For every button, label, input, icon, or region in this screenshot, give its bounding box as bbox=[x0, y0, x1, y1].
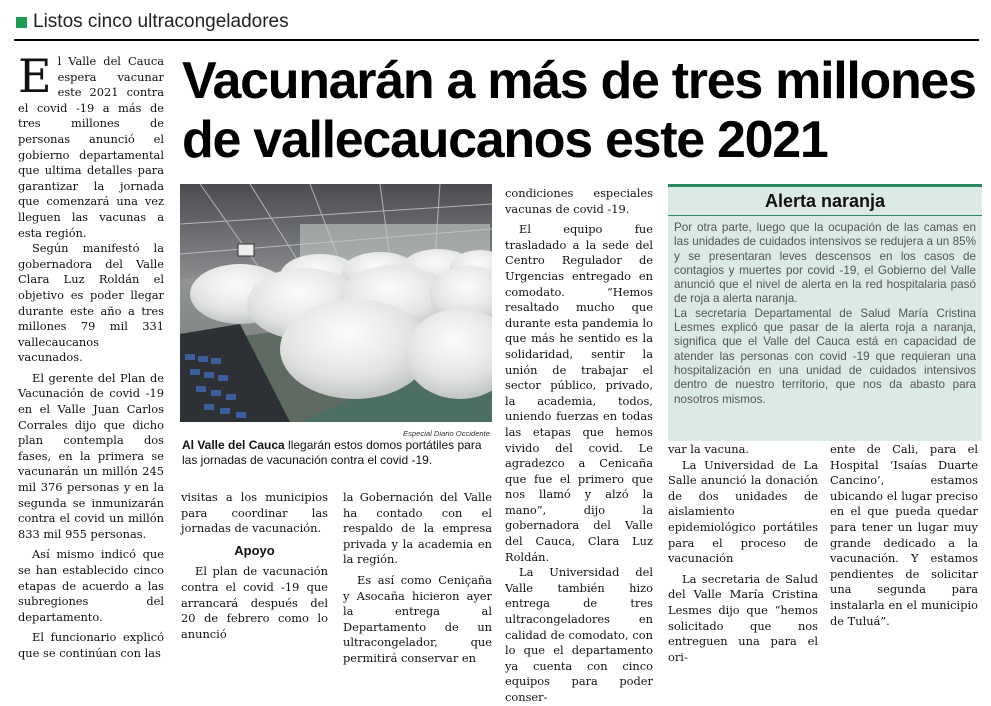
sidebar-box-alerta bbox=[668, 184, 982, 441]
photo-caption bbox=[182, 438, 492, 468]
paragraph: El equipo fue trasladado a la sede del Centro Regulador de Urgencias entregado en comodato. “Hemos resaltado mucho que durante esta pandemia lo que más he sentido es la solidaridad, sentir la unión de trabajar el sector público, privado, la academia, todos, uniendo fuerzas en todas las etapas que hemos vivido del covid. Le agradezco a Cenicaña que fue el primero que nos llamó y alzó la mano”, dijo la gobernadora del Valle del Cauca, Clara Luz Roldán. bbox=[505, 222, 653, 564]
paragraph: El funcionario explicó que se continúan con las bbox=[18, 630, 164, 660]
caption-text: llegarán estos domos portátiles para las jornadas de vacunación contra el covid -19. bbox=[182, 438, 482, 467]
box-title: Alerta naranja bbox=[764, 191, 886, 211]
paragraph: Es así como Ceniçaña y Asocaña hicieron ayer la entrega al Departamento de un ultracongelador, que permitirá conservar en bbox=[343, 572, 492, 665]
article-column-5 bbox=[668, 442, 818, 665]
box-body bbox=[674, 221, 976, 407]
paragraph: condiciones especiales vacunas de covid -19. bbox=[505, 186, 653, 216]
paragraph: La Universidad del Valle también hizo entrega de tres ultracongeladores en calidad de comodato, con lo que el departamento ya cuenta con cinco equipos para poder conser- bbox=[505, 565, 653, 704]
section-kicker bbox=[16, 8, 289, 36]
paragraph: El plan de vacunación contra el covid -19 que arrancará después del 20 de febrero como lo anunció bbox=[181, 564, 328, 641]
headline bbox=[182, 52, 982, 170]
section-label: Listos cinco ultracongeladores bbox=[33, 11, 289, 32]
drop-cap: E bbox=[18, 49, 52, 103]
paragraph: La Universidad de La Salle anunció la donación de dos unidades de aislamiento epidemiológico portátiles para el proceso de vacunación bbox=[668, 457, 818, 566]
paragraph: Según manifestó la gobernadora del Valle Clara Luz Roldán el objetivo es poder llegar durante este año a tres millones 79 mil 331 vallecaucanos vacunados. bbox=[18, 241, 164, 365]
paragraph: la Gobernación del Valle ha contado con el respaldo de la empresa privada y la academia en la región. bbox=[343, 490, 492, 567]
headline-line-2: de vallecaucanos este 2021 bbox=[182, 111, 828, 169]
box-paragraph: Por otra parte, luego que la ocupación de las camas en las unidades de cuidados intensivos se redujera a un 85% y se presentaran leves descensos en los casos de contagios y muertes por covid -19, el Gobierno del Valle anunció que el nivel de alerta en la red hospitalaria pasó de roja a alerta naranja. bbox=[674, 221, 976, 306]
paragraph: l Valle del Cauca espera vacunar este 2021 contra el covid -19 a más de tres millones de personas anunció el gobierno departamental que ultima detalles para garantizar la jornada que comenzará una vez lleguen las vacunas a esta región. bbox=[18, 54, 164, 240]
article-column-2 bbox=[181, 490, 328, 642]
headline-line-1: Vacunarán a más de tres millones bbox=[182, 52, 976, 110]
box-divider bbox=[668, 215, 982, 216]
subhead: Apoyo bbox=[234, 542, 275, 558]
article-column-1 bbox=[18, 49, 164, 662]
box-paragraph: La secretaria Departamental de Salud María Cristina Lesmes explicó que pasar de la alerta roja a naranja, significa que el Valle del Cauca está en capacidad de atender las personas con covid -19 que requieran una hospitalización en una unidad de cuidados intensivos dentro de nuestro territorio, que nos da abasto para nosotros mismos. bbox=[674, 306, 976, 406]
photo-credit: Especial Diario Occidente bbox=[403, 429, 490, 438]
article-column-4 bbox=[505, 186, 653, 706]
caption-bold: Al Valle del Cauca bbox=[182, 438, 285, 452]
paragraph: ente de Cali, para el Hospital ‘Isaías Duarte Cancino’, estamos ubicando el lugar preciso en el que pueda quedar para tener un lugar muy grande dedicado a la vacunación. Y estamos pendientes de solicitar una segunda para instalarla en el municipio de Tuluá”. bbox=[830, 442, 978, 628]
paragraph: var la vacuna. bbox=[668, 442, 750, 456]
paragraph: El gerente del Plan de Vacunación de covid -19 en el Valle Juan Carlos Corrales dijo que dicho plan contempla dos fases, en la primera se vacunarán un millón 245 mil 376 personas y en la segunda se inmunizarán contra el covid un millón 833 mil 955 personas. bbox=[18, 370, 164, 541]
article-column-3 bbox=[343, 490, 492, 667]
article-photo bbox=[180, 184, 492, 422]
paragraph: visitas a los municipios para coordinar las jornadas de vacunación. bbox=[181, 490, 328, 536]
paragraph: Así mismo indicó que se han establecido cinco etapas de acuerdo a las subregiones del departamento. bbox=[18, 547, 164, 624]
section-square-icon bbox=[16, 17, 27, 28]
paragraph: La secretaria de Salud del Valle María Cristina Lesmes dijo que “hemos solicitado que nos entreguen una para el ori- bbox=[668, 571, 818, 664]
article-column-6 bbox=[830, 442, 978, 629]
header-rule bbox=[14, 39, 979, 41]
